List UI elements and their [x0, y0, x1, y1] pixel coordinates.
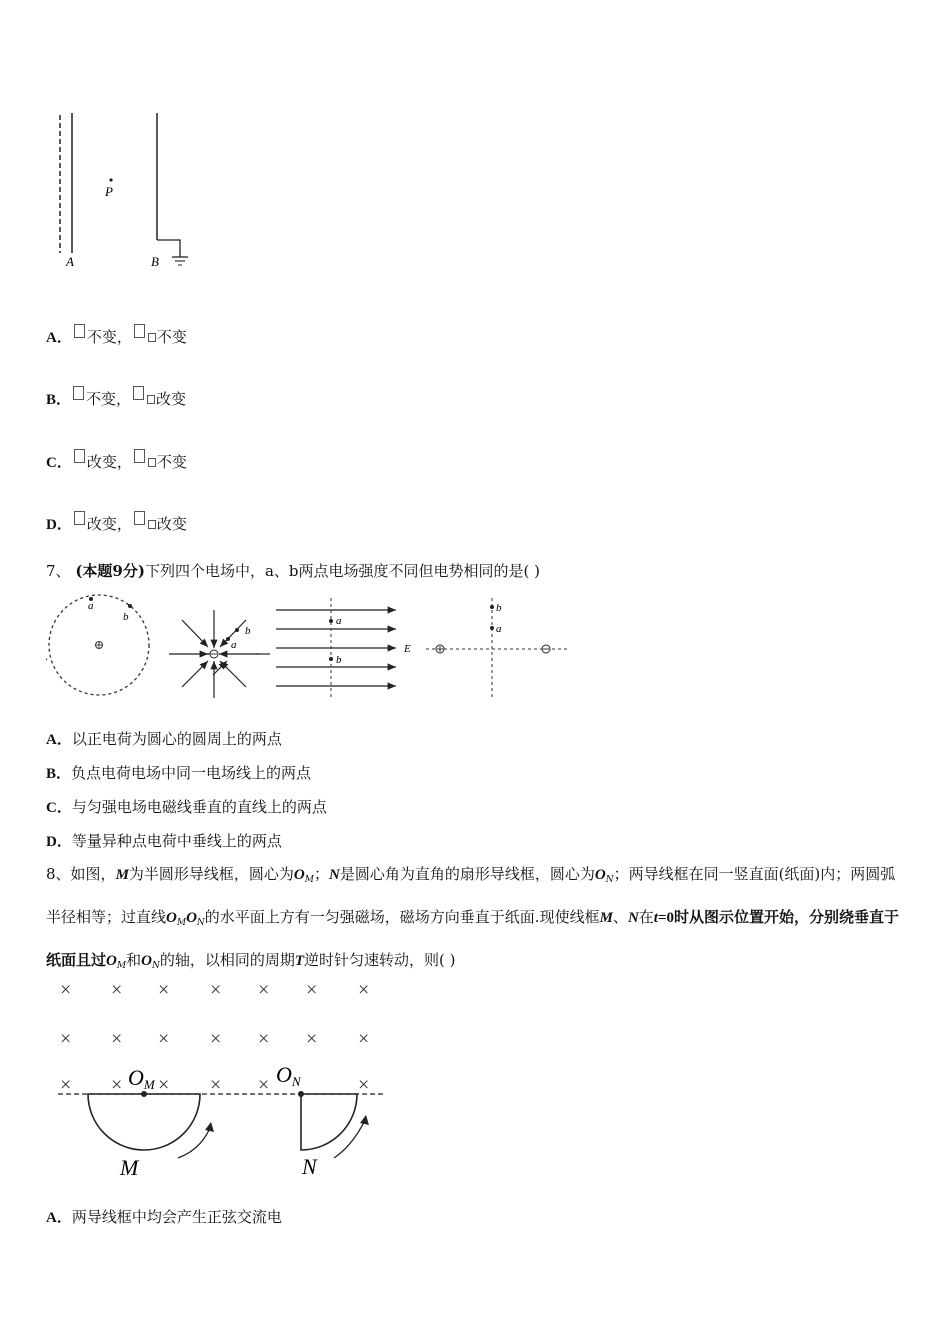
svg-text:×: × — [210, 979, 222, 1001]
q6-option-c: C． 改变， 不变 — [46, 449, 187, 473]
capacitor-figure — [50, 105, 210, 280]
svg-text:×: × — [158, 979, 170, 1001]
missing-glyph-icon — [134, 324, 145, 338]
svg-text:×: × — [158, 1074, 170, 1096]
svg-text:×: × — [60, 1028, 72, 1050]
om-label: OM — [128, 1065, 155, 1092]
field3-a-label: a — [336, 615, 342, 627]
q7-option-a: A．以正电荷为圆心的圆周上的两点 — [46, 730, 282, 748]
q6-option-b: B． 不变， 改变 — [46, 386, 186, 410]
q7-option-c: C．与匀强电场电磁线垂直的直线上的两点 — [46, 798, 327, 816]
svg-text:×: × — [258, 1074, 270, 1096]
plate-b-label: B — [151, 254, 159, 269]
svg-text:×: × — [210, 1028, 222, 1050]
missing-glyph-icon — [74, 449, 85, 463]
svg-text:×: × — [60, 979, 72, 1001]
svg-text:×: × — [306, 1028, 318, 1050]
svg-text:×: × — [258, 979, 270, 1001]
q7-option-d: D．等量异种点电荷中垂线上的两点 — [46, 832, 282, 850]
missing-glyph-icon — [148, 333, 156, 342]
svg-text:×: × — [158, 1028, 170, 1050]
field3-b-label: b — [336, 654, 342, 666]
missing-glyph-icon — [148, 520, 156, 529]
svg-text:×: × — [210, 1074, 222, 1096]
missing-glyph-icon — [133, 386, 144, 400]
m-frame-label: M — [120, 1155, 139, 1180]
svg-text:×: × — [358, 1028, 370, 1050]
missing-glyph-icon — [74, 511, 85, 525]
electric-fields-figure — [44, 590, 574, 705]
svg-text:×: × — [111, 1074, 123, 1096]
q8-stem: 8、如图，M为半圆形导线框，圆心为$O_M$；N是圆心角为直角的扇形导线框，圆心为$O_N$；两导线框在同一竖直面(纸面)内；两圆弧半径相等；过直线$O_MO_N$的水平面上方有一匀强磁场，磁场方向垂直于纸面.现使线框M、N在t=0时从图示位置开始，分别绕垂直于纸面且过$O_M$和$O_N$的轴，以相同的周期T逆时针匀速转动，则( ) — [46, 865, 900, 971]
field2-a-label: a — [231, 639, 237, 651]
point-p-label: P — [105, 184, 113, 199]
field1-b-label: b — [123, 611, 129, 623]
missing-glyph-icon — [148, 458, 156, 467]
q6-option-a: A． 不变， 不变 — [46, 324, 187, 348]
q7-option-b: B．负点电荷电场中同一电场线上的两点 — [46, 764, 312, 782]
svg-text:×: × — [111, 1028, 123, 1050]
q6-option-d: D． 改变， 改变 — [46, 511, 187, 535]
svg-text:×: × — [111, 979, 123, 1001]
field3-e-label: E — [404, 643, 411, 655]
svg-text:×: × — [60, 1074, 72, 1096]
field1-a-label: a — [88, 600, 94, 612]
missing-glyph-icon — [147, 395, 155, 404]
missing-glyph-icon — [74, 324, 85, 338]
svg-text:×: × — [306, 979, 318, 1001]
missing-glyph-icon — [134, 511, 145, 525]
svg-text:×: × — [358, 1074, 370, 1096]
svg-text:×: × — [358, 979, 370, 1001]
q8-option-a: A．两导线框中均会产生正弦交流电 — [46, 1208, 282, 1226]
magnetic-field-figure — [48, 970, 398, 1185]
missing-glyph-icon — [134, 449, 145, 463]
field4-b-label: b — [496, 602, 502, 614]
plate-a-label: A — [66, 254, 74, 269]
missing-glyph-icon — [73, 386, 84, 400]
q7-stem: 7、 (本题9分)下列四个电场中，a、b两点电场强度不同但电势相同的是( ) — [46, 562, 540, 580]
svg-text:×: × — [258, 1028, 270, 1050]
n-frame-label: N — [302, 1154, 317, 1179]
svg-text:.: . — [45, 649, 48, 663]
field2-b-label: b — [245, 625, 251, 637]
field4-a-label: a — [496, 623, 502, 635]
on-label: ON — [276, 1062, 301, 1089]
